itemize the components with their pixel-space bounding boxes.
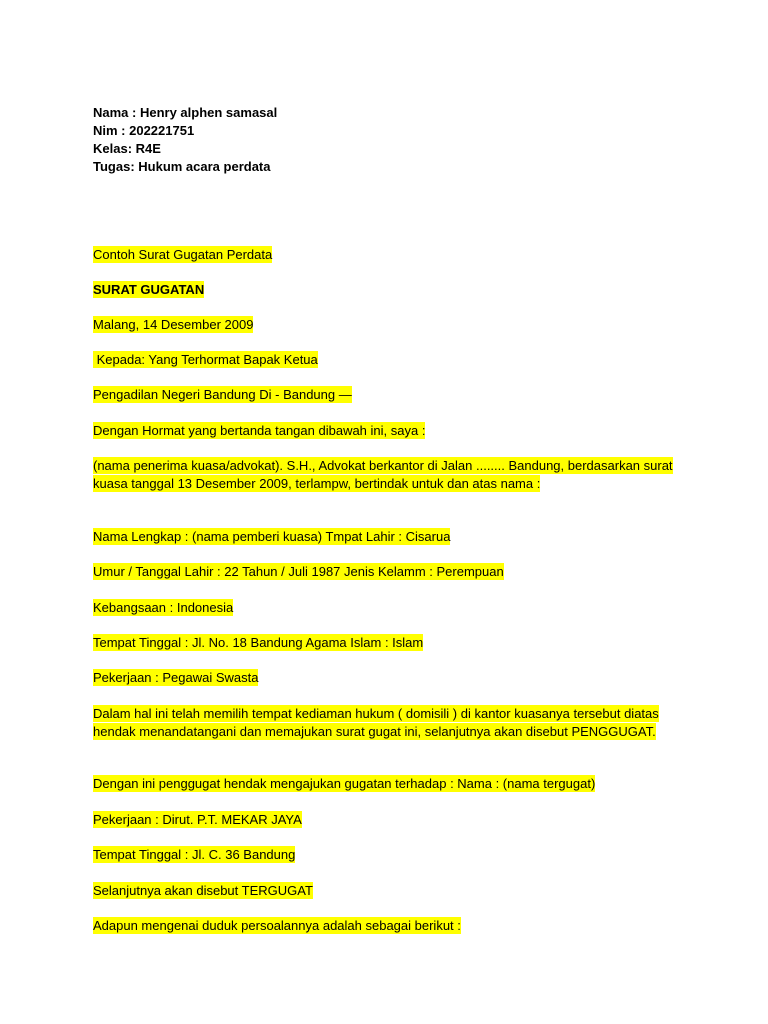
domicile-paragraph xyxy=(93,705,673,740)
defendant-designation-text: Selanjutnya akan disebut TERGUGAT xyxy=(93,883,313,898)
defendant-address-text: Tempat Tinggal : Jl. C. 36 Bandung xyxy=(93,847,296,862)
letter-recipient xyxy=(93,351,673,369)
plaintiff-age xyxy=(93,563,673,581)
recipient-text: Kepada: Yang Terhormat Bapak Ketua xyxy=(93,352,318,367)
letter-attorney-paragraph xyxy=(93,457,673,492)
letter-heading xyxy=(93,246,673,264)
court-text: Pengadilan Negeri Bandung Di - Bandung — xyxy=(93,387,352,402)
plaintiff-full-name xyxy=(93,528,673,546)
student-class: Kelas: R4E xyxy=(93,141,161,156)
plaintiff-address-text: Tempat Tinggal : Jl. No. 18 Bandung Agama Islam : Islam xyxy=(93,635,424,650)
assignment-title: Tugas: Hukum acara perdata xyxy=(93,159,271,174)
place-date-text: Malang, 14 Desember 2009 xyxy=(93,317,254,332)
defendant-occupation-text: Pekerjaan : Dirut. P.T. MEKAR JAYA xyxy=(93,812,302,827)
letter-court xyxy=(93,386,673,404)
defendant-designation xyxy=(93,882,673,900)
lawsuit-against-text: Dengan ini penggugat hendak mengajukan gugatan terhadap : Nama : (nama tergugat) xyxy=(93,776,596,791)
case-facts-intro xyxy=(93,917,673,935)
plaintiff-nationality-text: Kebangsaan : Indonesia xyxy=(93,600,234,615)
plaintiff-address xyxy=(93,634,673,652)
plaintiff-age-text: Umur / Tanggal Lahir : 22 Tahun / Juli 1987 Jenis Kelamm : Perempuan xyxy=(93,564,504,579)
letter-title xyxy=(93,281,673,299)
plaintiff-occupation xyxy=(93,669,673,687)
case-facts-text: Adapun mengenai duduk persoalannya adalah sebagai berikut : xyxy=(93,918,461,933)
student-nim: Nim : 202221751 xyxy=(93,123,195,138)
plaintiff-nationality xyxy=(93,599,673,617)
defendant-occupation xyxy=(93,811,673,829)
greeting-text: Dengan Hormat yang bertanda tangan dibawah ini, saya : xyxy=(93,423,426,438)
lawsuit-against xyxy=(93,775,673,793)
letter-title-text: SURAT GUGATAN xyxy=(93,282,205,297)
letter-place-date xyxy=(93,316,673,334)
letter-heading-text: Contoh Surat Gugatan Perdata xyxy=(93,247,273,262)
student-header xyxy=(93,104,277,176)
domicile-text: Dalam hal ini telah memilih tempat kediaman hukum ( domisili ) di kantor kuasanya tersebut diatas hendak menandatangani dan memajukan surat gugat ini, selanjutnya akan disebut PENGGUGAT. xyxy=(93,706,659,739)
plaintiff-name-text: Nama Lengkap : (nama pemberi kuasa) Tmpat Lahir : Cisarua xyxy=(93,529,451,544)
attorney-text: (nama penerima kuasa/advokat). S.H., Advokat berkantor di Jalan ........ Bandung, berdasarkan surat kuasa tanggal 13 Desember 2009, terlampw, bertindak untuk dan atas nama : xyxy=(93,458,673,491)
letter-greeting xyxy=(93,422,673,440)
plaintiff-occupation-text: Pekerjaan : Pegawai Swasta xyxy=(93,670,259,685)
defendant-address xyxy=(93,846,673,864)
student-name: Nama : Henry alphen samasal xyxy=(93,105,278,120)
